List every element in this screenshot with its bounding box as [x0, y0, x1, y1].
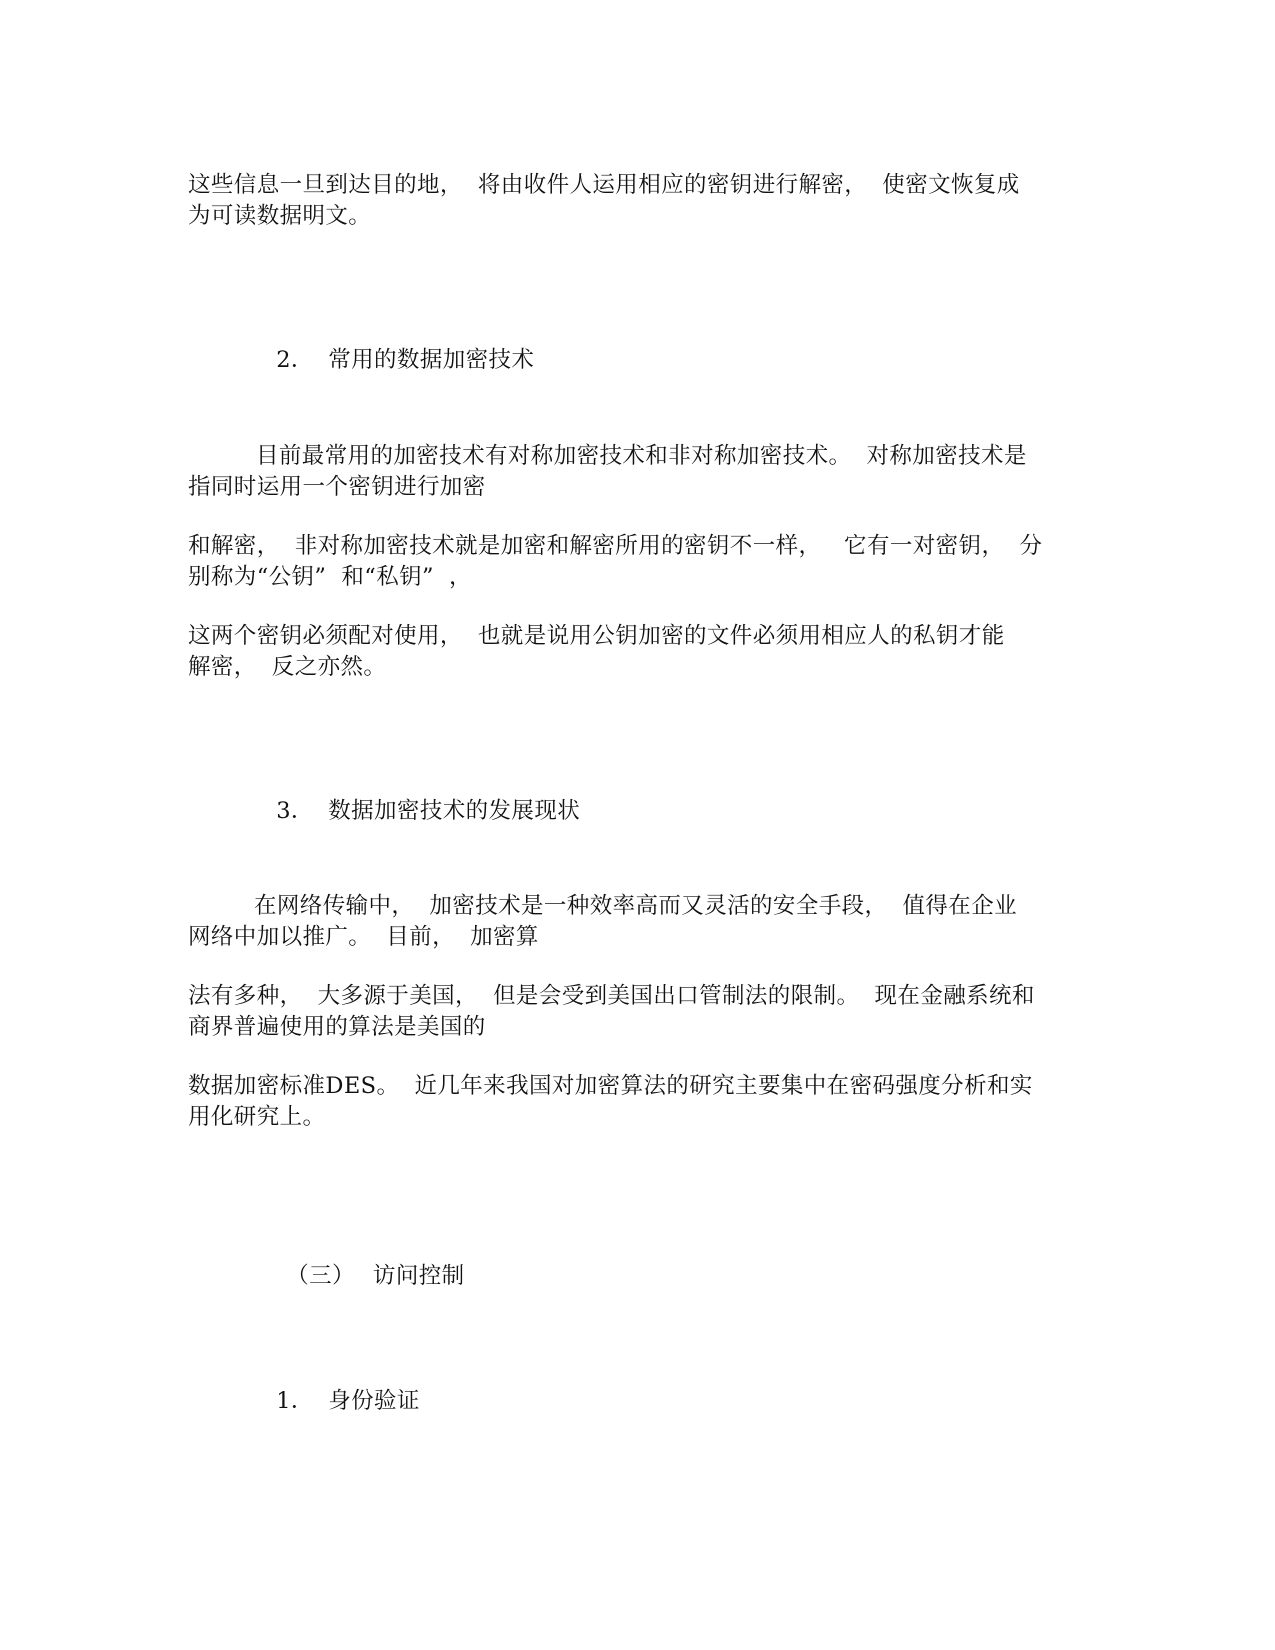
heading-2-title: 常用的数据加密技术 [328, 347, 535, 373]
paragraph-4-line-1: 这两个密钥必须配对使用， 也就是说用公钥加密的文件必须用相应人的私钥才能 [188, 623, 1005, 649]
paragraph-1-line-2: 为可读数据明文。 [188, 203, 372, 229]
heading-1 [246, 1356, 420, 1446]
paragraph-2-line-2: 指同时运用一个密钥进行加密 [188, 474, 486, 500]
paragraph-2-line-1: 目前最常用的加密技术有对称加密技术和非对称加密技术。 对称加密技术是 [256, 443, 1027, 469]
heading-2-number: 2． [276, 347, 314, 373]
paragraph-3-line-1: 和解密， 非对称加密技术就是加密和解密所用的密钥不一样， 它有一对密钥， 分 [188, 533, 1043, 559]
paragraph-5-line-1: 在网络传输中， 加密技术是一种效率高而又灵活的安全手段， 值得在企业 [254, 893, 1018, 919]
heading-2 [246, 315, 534, 405]
heading-3 [246, 766, 580, 856]
section-3-label: （三） [286, 1263, 355, 1289]
paragraph-7-line-2: 用化研究上。 [188, 1104, 326, 1130]
paragraph-7-line-1: 数据加密标准DES。 近几年来我国对加密算法的研究主要集中在密码强度分析和实 [188, 1073, 1033, 1099]
heading-3-number: 3． [276, 798, 314, 824]
heading-1-number: 1． [276, 1388, 314, 1414]
paragraph-4-line-2: 解密， 反之亦然。 [188, 654, 387, 680]
paragraph-1-line-1: 这些信息一旦到达目的地， 将由收件人运用相应的密钥进行解密， 使密文恢复成 [188, 172, 1020, 198]
paragraph-6-line-1: 法有多种， 大多源于美国， 但是会受到美国出口管制法的限制。 现在金融系统和 [188, 983, 1035, 1009]
section-heading-3 [256, 1231, 465, 1321]
paragraph-3-line-2: 别称为“公钥” 和“私钥” ， [188, 564, 472, 590]
heading-1-title: 身份验证 [328, 1388, 420, 1414]
paragraph-5-line-2: 网络中加以推广。 目前， 加密算 [188, 924, 539, 950]
section-3-title: 访问控制 [372, 1263, 465, 1289]
paragraph-6-line-2: 商界普遍使用的算法是美国的 [188, 1014, 486, 1040]
heading-3-title: 数据加密技术的发展现状 [328, 798, 581, 824]
